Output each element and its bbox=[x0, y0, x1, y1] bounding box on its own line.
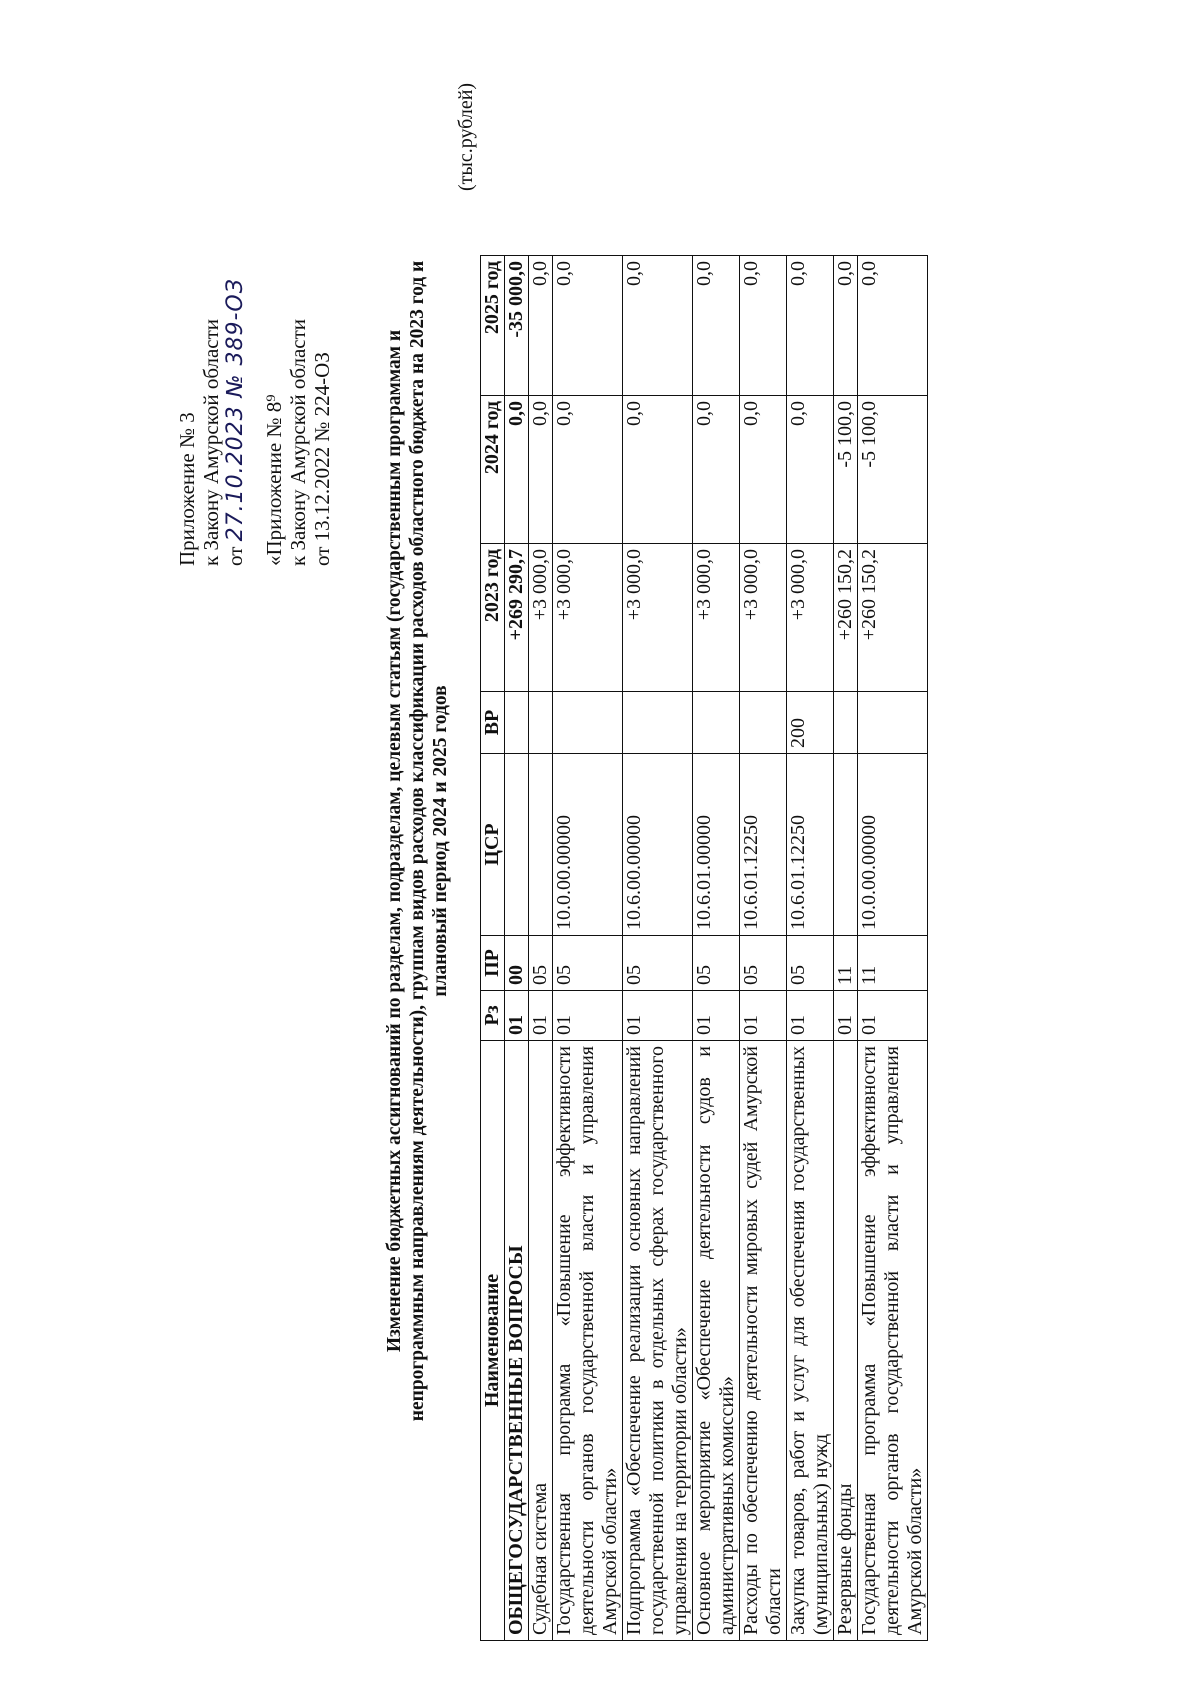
cell-2024: 0,0 bbox=[529, 396, 553, 544]
cell-name: Резервные фонды bbox=[834, 1041, 858, 1641]
document-title bbox=[383, 101, 452, 1581]
cell-2023: +260 150,2 bbox=[858, 544, 928, 692]
cell-csr bbox=[529, 754, 553, 936]
cell-2023: +3 000,0 bbox=[693, 544, 740, 692]
cell-2023: +3 000,0 bbox=[553, 544, 623, 692]
cell-vr bbox=[505, 692, 529, 754]
cell-rz: 01 bbox=[553, 991, 623, 1041]
cell-pr: 00 bbox=[505, 936, 529, 991]
appendix-header bbox=[175, 278, 248, 566]
units-label: (тыс.рублей) bbox=[455, 82, 477, 191]
cell-pr: 05 bbox=[740, 936, 787, 991]
cell-2024: 0,0 bbox=[740, 396, 787, 544]
cell-csr bbox=[505, 754, 529, 936]
cell-name: Основное мероприятие «Обеспечение деятельности судов и административных комиссий» bbox=[693, 1041, 740, 1641]
cell-2025: 0,0 bbox=[553, 256, 623, 396]
original-date-line: от 13.12.2022 № 224-ОЗ bbox=[310, 352, 334, 566]
table-row bbox=[834, 256, 858, 1641]
cell-2023: +3 000,0 bbox=[787, 544, 834, 692]
cell-2024: 0,0 bbox=[693, 396, 740, 544]
header-2025: 2025 год bbox=[481, 256, 505, 396]
header-rz: Рз bbox=[481, 991, 505, 1041]
cell-2024: 0,0 bbox=[553, 396, 623, 544]
cell-csr: 10.6.01.12250 bbox=[787, 754, 834, 936]
appendix-date-line bbox=[223, 278, 248, 566]
table-row bbox=[553, 256, 623, 1641]
header-vr: ВР bbox=[481, 692, 505, 754]
header-pr: ПР bbox=[481, 936, 505, 991]
cell-2025: 0,0 bbox=[787, 256, 834, 396]
cell-vr bbox=[693, 692, 740, 754]
cell-rz: 01 bbox=[693, 991, 740, 1041]
cell-vr bbox=[529, 692, 553, 754]
appendix-number: Приложение № 3 bbox=[175, 412, 199, 566]
cell-pr: 11 bbox=[834, 936, 858, 991]
header-name: Наименование bbox=[481, 1041, 505, 1641]
original-appendix-header bbox=[262, 319, 334, 566]
cell-2023: +260 150,2 bbox=[834, 544, 858, 692]
cell-2023: +269 290,7 bbox=[505, 544, 529, 692]
cell-2025: 0,0 bbox=[858, 256, 928, 396]
cell-name: Судебная система bbox=[529, 1041, 553, 1641]
cell-name: Расходы по обеспечению деятельности мировых судей Амурской области bbox=[740, 1041, 787, 1641]
cell-2024: 0,0 bbox=[623, 396, 693, 544]
date-prefix: от bbox=[223, 546, 247, 566]
budget-table bbox=[480, 255, 928, 1641]
cell-pr: 05 bbox=[623, 936, 693, 991]
table-body bbox=[505, 256, 928, 1641]
table-row bbox=[740, 256, 787, 1641]
cell-2023: +3 000,0 bbox=[740, 544, 787, 692]
cell-2025: -35 000,0 bbox=[505, 256, 529, 396]
cell-2024: 0,0 bbox=[505, 396, 529, 544]
table-row bbox=[505, 256, 529, 1641]
original-appendix-number: «Приложение № 8⁹ bbox=[262, 394, 286, 566]
table-row bbox=[623, 256, 693, 1641]
cell-pr: 05 bbox=[693, 936, 740, 991]
cell-pr: 11 bbox=[858, 936, 928, 991]
cell-name: Закупка товаров, работ и услуг для обеспечения государственных (муниципальных) нужд bbox=[787, 1041, 834, 1641]
cell-name: Государственная программа «Повышение эффективности деятельности органов государственной власти и управления Амурской области» bbox=[553, 1041, 623, 1641]
cell-csr: 10.6.01.00000 bbox=[693, 754, 740, 936]
table-row bbox=[858, 256, 928, 1641]
cell-pr: 05 bbox=[553, 936, 623, 991]
cell-csr bbox=[834, 754, 858, 936]
cell-vr bbox=[858, 692, 928, 754]
cell-2025: 0,0 bbox=[693, 256, 740, 396]
cell-rz: 01 bbox=[858, 991, 928, 1041]
title-line-3: плановый период 2024 и 2025 годов bbox=[430, 685, 451, 997]
cell-name: Подпрограмма «Обеспечение реализации основных направлений государственной политики в отдельных сферах государственного управления на территории области» bbox=[623, 1041, 693, 1641]
table-row bbox=[693, 256, 740, 1641]
cell-2024: -5 100,0 bbox=[858, 396, 928, 544]
header-2023: 2023 год bbox=[481, 544, 505, 692]
cell-vr bbox=[740, 692, 787, 754]
cell-2023: +3 000,0 bbox=[623, 544, 693, 692]
cell-csr: 10.6.00.00000 bbox=[623, 754, 693, 936]
cell-csr: 10.0.00.00000 bbox=[553, 754, 623, 936]
cell-vr bbox=[623, 692, 693, 754]
cell-vr: 200 bbox=[787, 692, 834, 754]
appendix-law-reference: к Закону Амурской области bbox=[199, 318, 223, 566]
header-csr: ЦСР bbox=[481, 754, 505, 936]
cell-2023: +3 000,0 bbox=[529, 544, 553, 692]
cell-csr: 10.0.00.00000 bbox=[858, 754, 928, 936]
cell-vr bbox=[553, 692, 623, 754]
cell-name: ОБЩЕГОСУДАРСТВЕННЫЕ ВОПРОСЫ bbox=[505, 1041, 529, 1641]
cell-2024: -5 100,0 bbox=[834, 396, 858, 544]
cell-2025: 0,0 bbox=[529, 256, 553, 396]
cell-2025: 0,0 bbox=[623, 256, 693, 396]
cell-2025: 0,0 bbox=[740, 256, 787, 396]
cell-rz: 01 bbox=[505, 991, 529, 1041]
cell-pr: 05 bbox=[787, 936, 834, 991]
cell-pr: 05 bbox=[529, 936, 553, 991]
original-law-reference: к Закону Амурской области bbox=[286, 318, 310, 566]
header-2024: 2024 год bbox=[481, 396, 505, 544]
title-line-2: непрограммным направлениям деятельности), группам видов расходов классификации расходов областного бюджета на 2023 год и bbox=[407, 260, 428, 1422]
handwritten-date-number: 27.10.2023 № 389-ОЗ bbox=[223, 278, 248, 542]
cell-rz: 01 bbox=[623, 991, 693, 1041]
cell-2025: 0,0 bbox=[834, 256, 858, 396]
cell-name: Государственная программа «Повышение эффективности деятельности органов государственной власти и управления Амурской области» bbox=[858, 1041, 928, 1641]
cell-rz: 01 bbox=[740, 991, 787, 1041]
cell-2024: 0,0 bbox=[787, 396, 834, 544]
cell-rz: 01 bbox=[834, 991, 858, 1041]
cell-rz: 01 bbox=[529, 991, 553, 1041]
table-header-row bbox=[481, 256, 505, 1641]
cell-csr: 10.6.01.12250 bbox=[740, 754, 787, 936]
cell-rz: 01 bbox=[787, 991, 834, 1041]
table-row bbox=[529, 256, 553, 1641]
cell-vr bbox=[834, 692, 858, 754]
title-line-1: Изменение бюджетных ассигнований по разделам, подразделам, целевым статьям (государственным программам и bbox=[384, 329, 405, 1353]
table-row bbox=[787, 256, 834, 1641]
